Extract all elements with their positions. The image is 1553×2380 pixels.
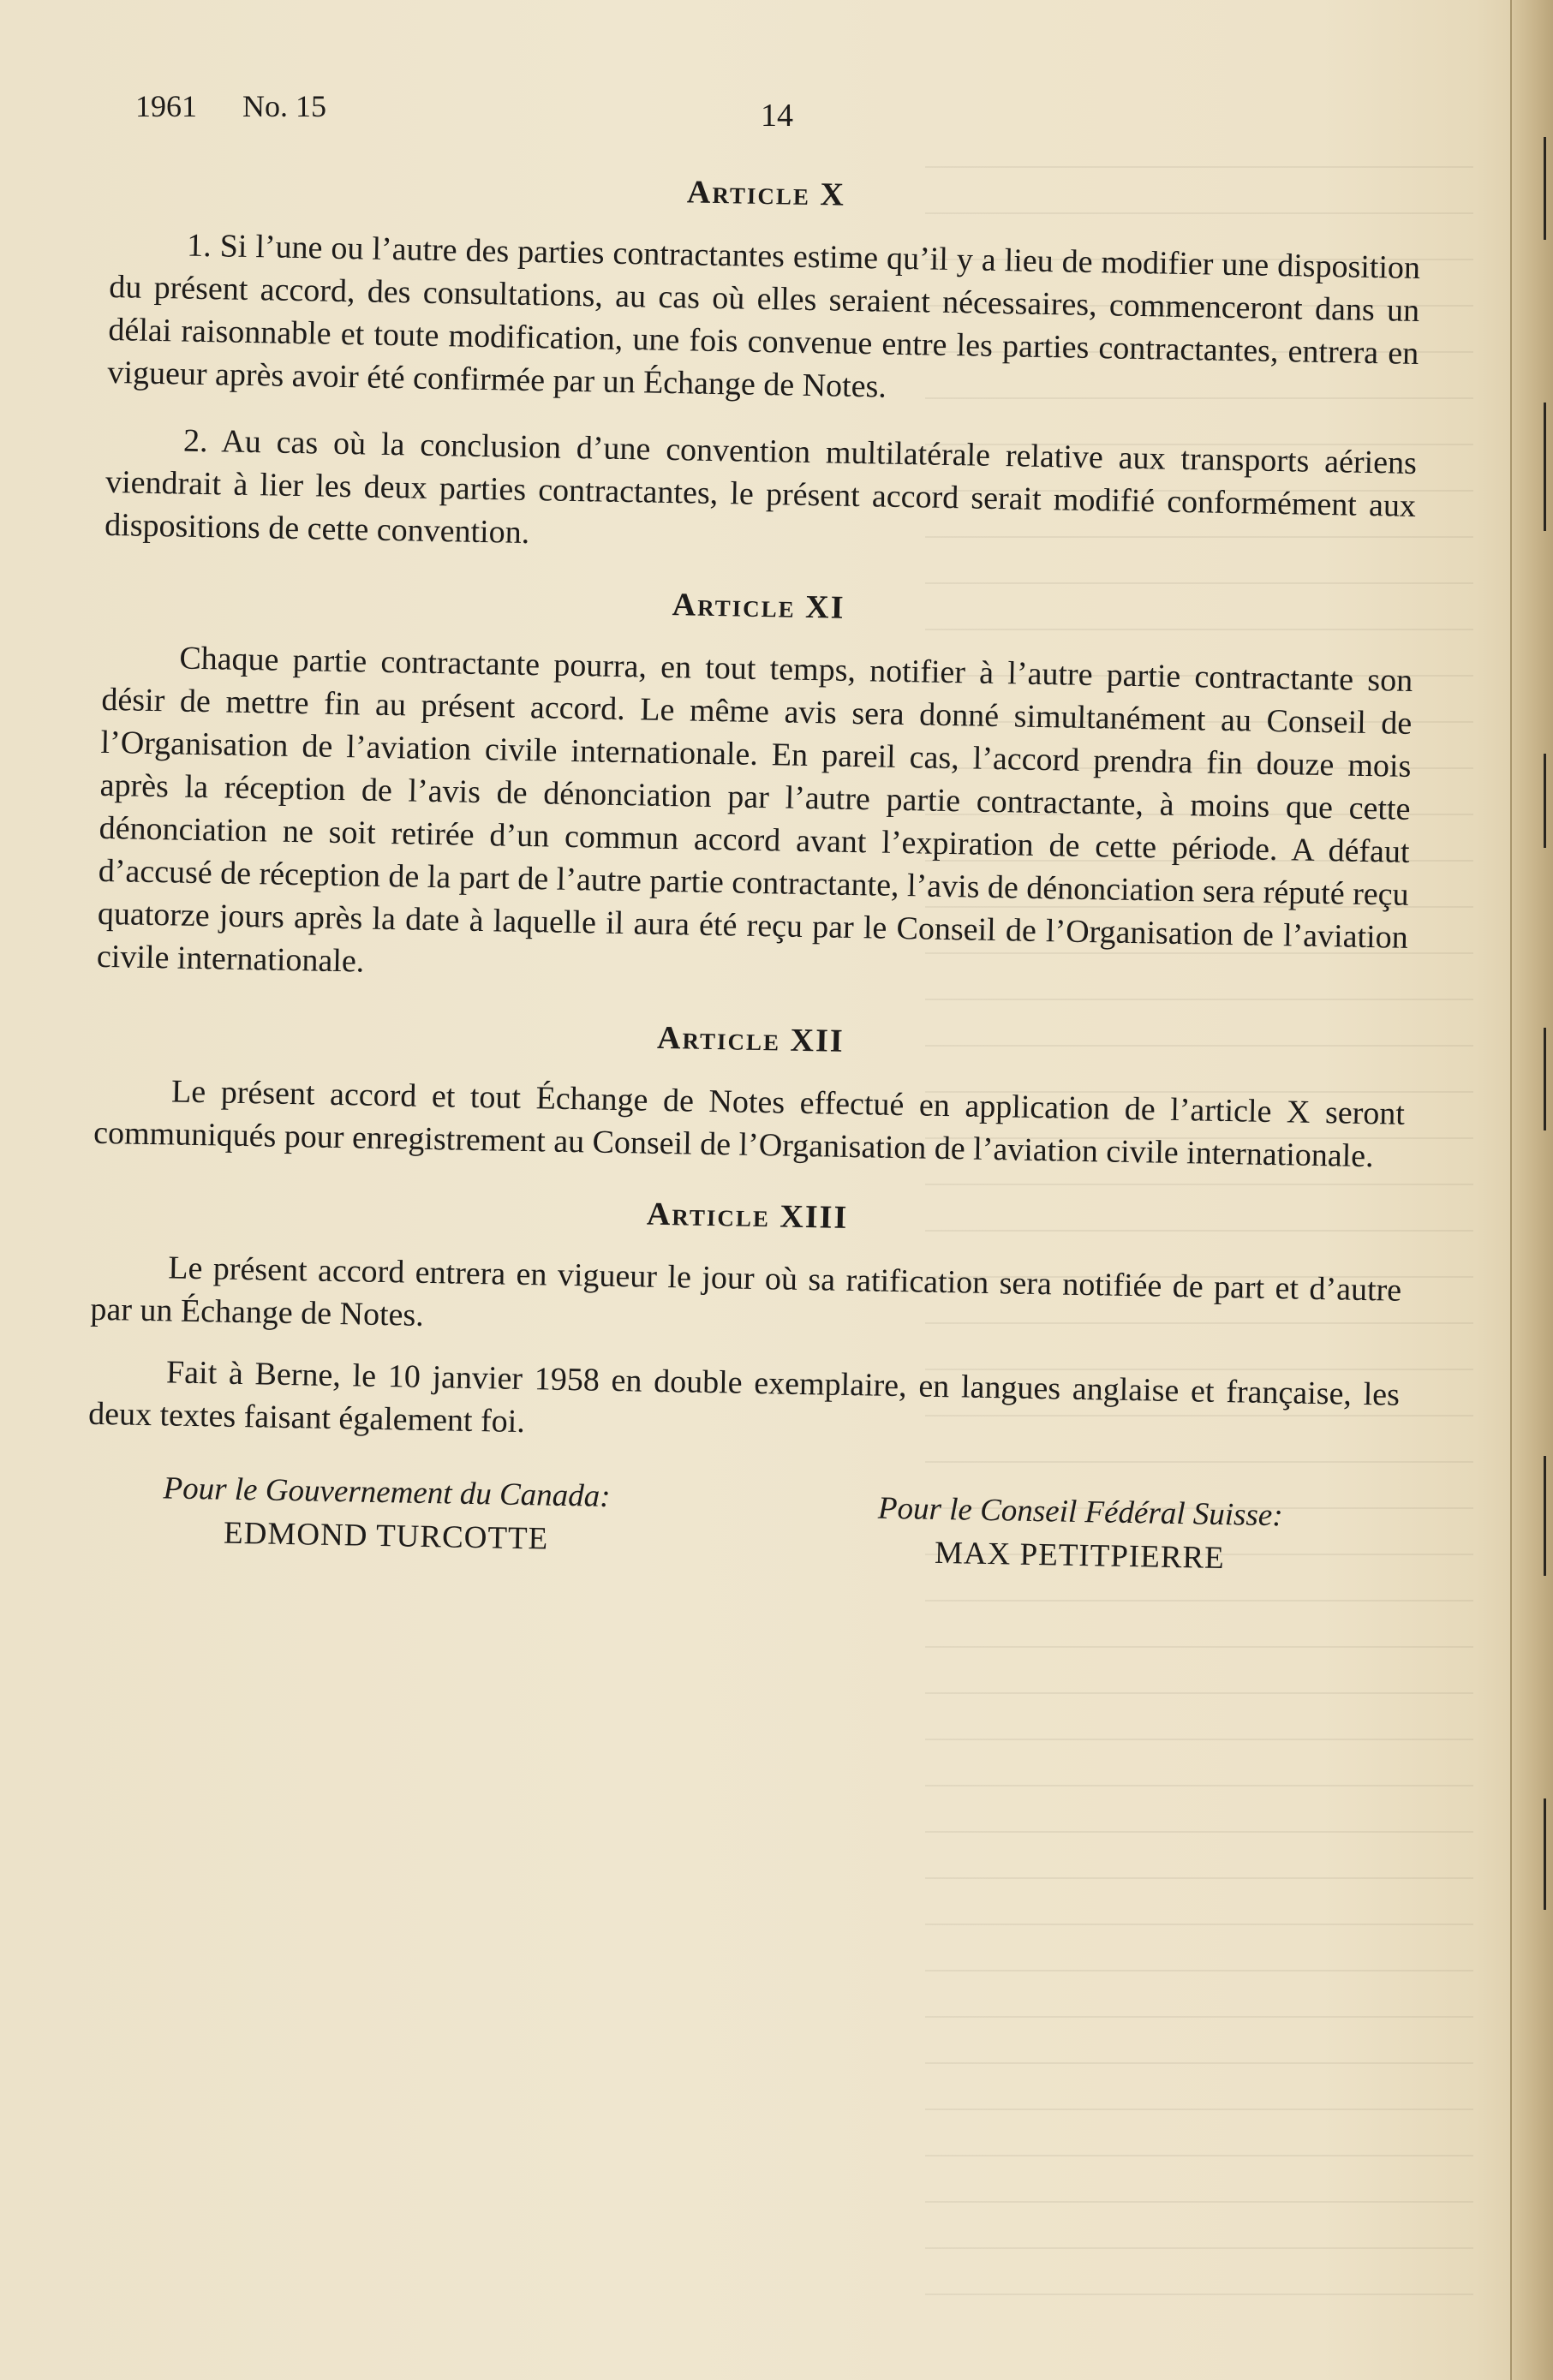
spine-mark — [1544, 1456, 1546, 1576]
spine-mark — [1544, 1028, 1546, 1130]
article-heading: Article XIII — [646, 1196, 849, 1236]
signatory-name: MAX PETITPIERRE — [934, 1535, 1226, 1577]
page-header — [135, 81, 1459, 133]
signature-block — [85, 1466, 1397, 1619]
header-number: No. 15 — [242, 89, 326, 123]
spine-mark — [1544, 403, 1546, 531]
spine-mark — [1544, 754, 1546, 848]
signatory-role: Pour le Conseil Fédéral Suisse: — [877, 1490, 1284, 1534]
document-body — [85, 163, 1421, 1619]
article-heading: Article X — [686, 174, 846, 213]
header-year: 1961 — [135, 89, 197, 123]
signatory-name: EDMOND TURCOTTE — [223, 1515, 549, 1557]
article-paragraph: Fait à Berne, le 10 janvier 1958 en double exemplaire, en langues anglaise et française, les deux textes faisant également foi. — [87, 1354, 1401, 1441]
article-paragraph: Le présent accord entrera en vigueur le jour où sa ratification sera notifiée de part et d’autre par un Échange de Notes. — [90, 1250, 1402, 1333]
page-number: 14 — [761, 98, 793, 134]
article-paragraph: 2. Au cas où la conclusion d’une convention multilatérale relative aux transports aériens viendrait à lier les deux parties contractantes, le présent accord serait modifié conformément aux dispositions de cette convention. — [104, 422, 1418, 552]
spine-mark — [1544, 137, 1546, 240]
article-paragraph: Le présent accord et tout Échange de Notes effectué en application de l’article X seront communiqués pour enregistrement au Conseil de l’Organisation de l’aviation civile internationale. — [93, 1073, 1406, 1175]
article-heading: Article XII — [656, 1019, 845, 1059]
signatory-role: Pour le Gouvernement du Canada: — [163, 1470, 611, 1514]
article-paragraph: 1. Si l’une ou l’autre des parties contractantes estime qu’il y a lieu de modifier une disposition du présent accord, des consultations, au cas où elles seraient nécessaires, commenceront dans un délai raisonnable et toute modification, une fois convenue entre les parties contractantes, entrera en vigueur après avoir été confirmée par un Échange de Notes. — [107, 227, 1421, 405]
article-paragraph: Chaque partie contractante pourra, en tout temps, notifier à l’autre partie contractante son désir de mettre fin au présent accord. Le même avis sera donné simultanément au Conseil de l’Organisation de l’aviation civile internationale. En pareil cas, l’accord prendra fin douze mois après la réception de l’avis de dénonciation par l’autre partie contractante, à moins que cette dénonciation ne soit retirée d’un commun accord avant l’expiration de cette période. A défaut d’accusé de réception de la part de l’autre partie contractante, l’avis de dénonciation sera réputé reçu quatorze jours après la date à laquelle il aura été reçu par le Conseil de l’Organisation de l’aviation civile internationale. — [96, 640, 1413, 980]
signature-switzerland — [779, 1486, 1381, 1584]
book-spine-edge — [1510, 0, 1553, 2380]
article-heading: Article XI — [672, 587, 845, 626]
signature-canada — [86, 1466, 687, 1565]
spine-mark — [1544, 1798, 1546, 1910]
